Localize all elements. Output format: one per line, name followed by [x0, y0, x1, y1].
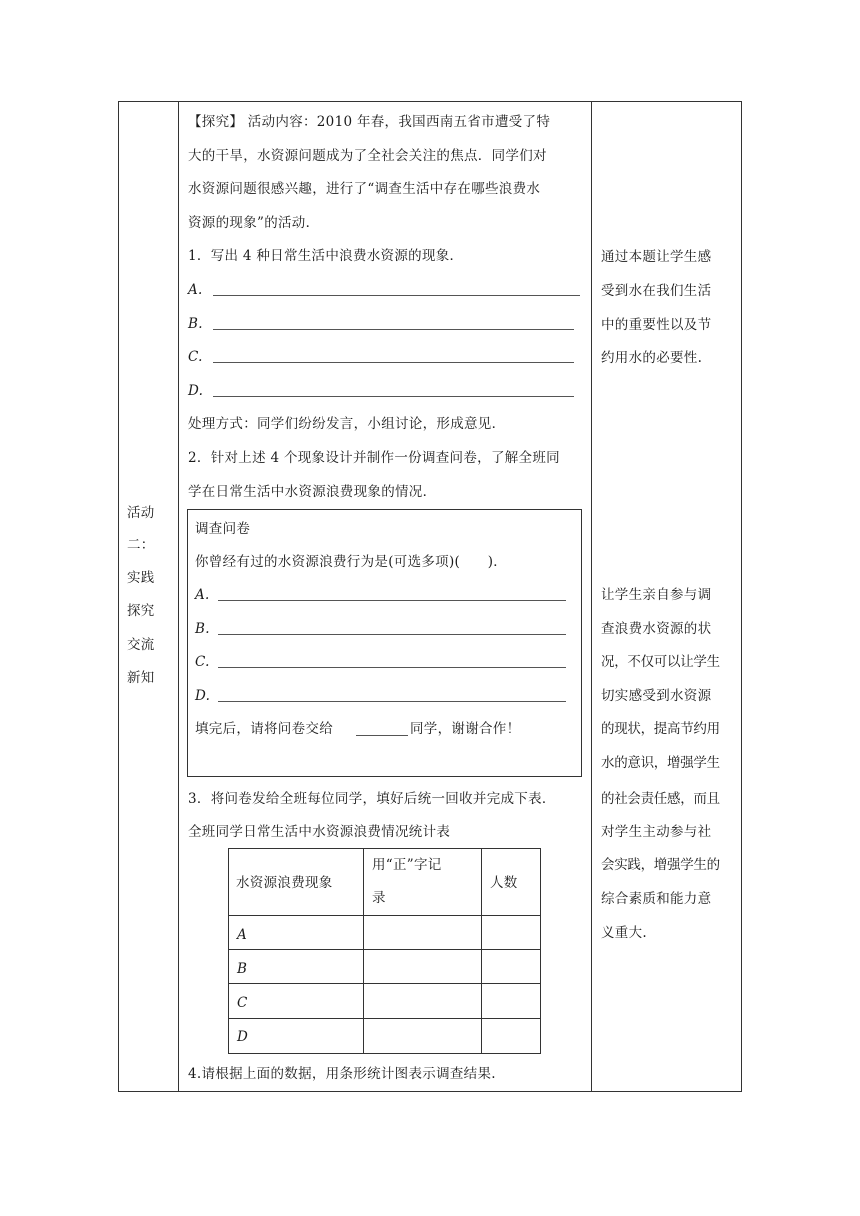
- stats-header-count: 人数: [490, 875, 518, 891]
- activity-label-line: 交流: [127, 637, 155, 653]
- design-note-line: 义重大.: [601, 925, 647, 941]
- stats-header-phenomenon: 水资源浪费现象: [236, 875, 333, 891]
- design-note-line: 查浪费水资源的状: [601, 621, 712, 637]
- design-note-line: 况，不仅可以让学生: [601, 654, 720, 670]
- handling-method: 处理方式：同学们纷纷发言，小组讨论，形成意见．: [188, 416, 506, 432]
- design-note-line: 受到水在我们生活: [601, 283, 712, 299]
- answer-blank[interactable]: [213, 329, 574, 330]
- questionnaire-closing-after: 同学，谢谢合作！: [410, 721, 521, 737]
- design-note-line: 的社会责任感，而且: [601, 791, 720, 807]
- stats-table-vline: [228, 848, 229, 1054]
- design-note-line: 的现状，提高节约用: [601, 721, 720, 737]
- activity-label-line: 活动: [127, 505, 155, 521]
- intro-line: 水资源问题很感兴趣，进行了“调查生活中存在哪些浪费水: [188, 181, 541, 197]
- recipient-blank[interactable]: [356, 735, 408, 736]
- questionnaire-option-label: B.: [195, 621, 210, 637]
- stats-header-tally: 用“正”字记: [372, 857, 442, 873]
- stats-table-vline: [540, 848, 541, 1054]
- stats-table-hline: [228, 848, 541, 849]
- question-2-line: 学在日常生活中水资源浪费现象的情况．: [188, 484, 437, 500]
- questionnaire-option-label: A.: [195, 587, 210, 603]
- questionnaire-title: 调查问卷: [195, 521, 251, 537]
- intro-line: 资源的现象”的活动．: [188, 215, 320, 231]
- questionnaire-question: 你曾经有过的水资源浪费行为是(可选多项)( )．: [195, 554, 508, 570]
- stats-table-hline: [228, 1018, 541, 1019]
- option-label: B.: [188, 316, 203, 332]
- answer-blank[interactable]: [213, 396, 574, 397]
- design-note-line: 对学生主动参与社: [601, 824, 712, 840]
- stats-table-hline: [228, 983, 541, 984]
- questionnaire-closing-before: 填完后，请将问卷交给: [195, 721, 333, 737]
- questionnaire-option-label: D.: [195, 688, 211, 704]
- table-border-top: [118, 101, 742, 102]
- question-3: 3．将问卷发给全班每位同学，填好后统一回收并完成下表．: [188, 791, 556, 807]
- design-note-line: 切实感受到水资源: [601, 688, 712, 704]
- design-note-line: 让学生亲自参与调: [601, 587, 712, 603]
- stats-row-label: A: [237, 927, 248, 943]
- activity-label-line: 新知: [127, 670, 155, 686]
- option-label: D.: [188, 383, 204, 399]
- stats-row-label: D: [237, 1029, 249, 1045]
- questionnaire-blank[interactable]: [218, 634, 566, 635]
- question-1: 1．写出 4 种日常生活中浪费水资源的现象．: [188, 248, 464, 264]
- activity-label-line: 实践: [127, 570, 155, 586]
- design-note-line: 通过本题让学生感: [601, 249, 712, 265]
- design-note-line: 水的意识，增强学生: [601, 755, 720, 771]
- stats-header-tally-cont: 录: [372, 890, 386, 906]
- intro-line: 【探究】 活动内容：2010 年春，我国西南五省市遭受了特: [188, 114, 551, 130]
- table-border-bottom: [118, 1091, 742, 1092]
- design-note-line: 约用水的必要性.: [601, 350, 703, 366]
- questionnaire-blank[interactable]: [218, 701, 566, 702]
- stats-table-hline: [228, 1053, 541, 1054]
- stats-table-hline: [228, 949, 541, 950]
- questionnaire-blank[interactable]: [218, 667, 566, 668]
- stats-table-vline: [481, 848, 482, 1054]
- stats-table-hline: [228, 915, 541, 916]
- design-note-line: 会实践，增强学生的: [601, 857, 720, 873]
- column-divider-left: [178, 101, 179, 1092]
- design-note-line: 中的重要性以及节: [601, 317, 712, 333]
- answer-blank[interactable]: [213, 295, 580, 296]
- stats-table-vline: [363, 848, 364, 1054]
- activity-label-line: 二：: [127, 537, 155, 553]
- question-4: 4.请根据上面的数据，用条形统计图表示调查结果.: [188, 1066, 496, 1082]
- option-label: C.: [188, 349, 203, 365]
- activity-label-line: 探究: [127, 603, 155, 619]
- stats-row-label: C: [237, 995, 248, 1011]
- design-note-line: 综合素质和能力意: [601, 891, 712, 907]
- questionnaire-option-label: C.: [195, 654, 210, 670]
- table-border-right: [741, 101, 742, 1092]
- answer-blank[interactable]: [213, 362, 574, 363]
- table-border-left: [118, 101, 119, 1092]
- intro-line: 大的干旱，水资源问题成为了全社会关注的焦点．同学们对: [188, 148, 547, 164]
- option-label: A.: [188, 282, 203, 298]
- column-divider-right: [591, 101, 592, 1092]
- question-2-line: 2．针对上述 4 个现象设计并制作一份调查问卷，了解全班同: [188, 450, 560, 466]
- questionnaire-blank[interactable]: [218, 600, 566, 601]
- stats-row-label: B: [237, 961, 248, 977]
- stats-table-title: 全班同学日常生活中水资源浪费情况统计表: [188, 824, 451, 840]
